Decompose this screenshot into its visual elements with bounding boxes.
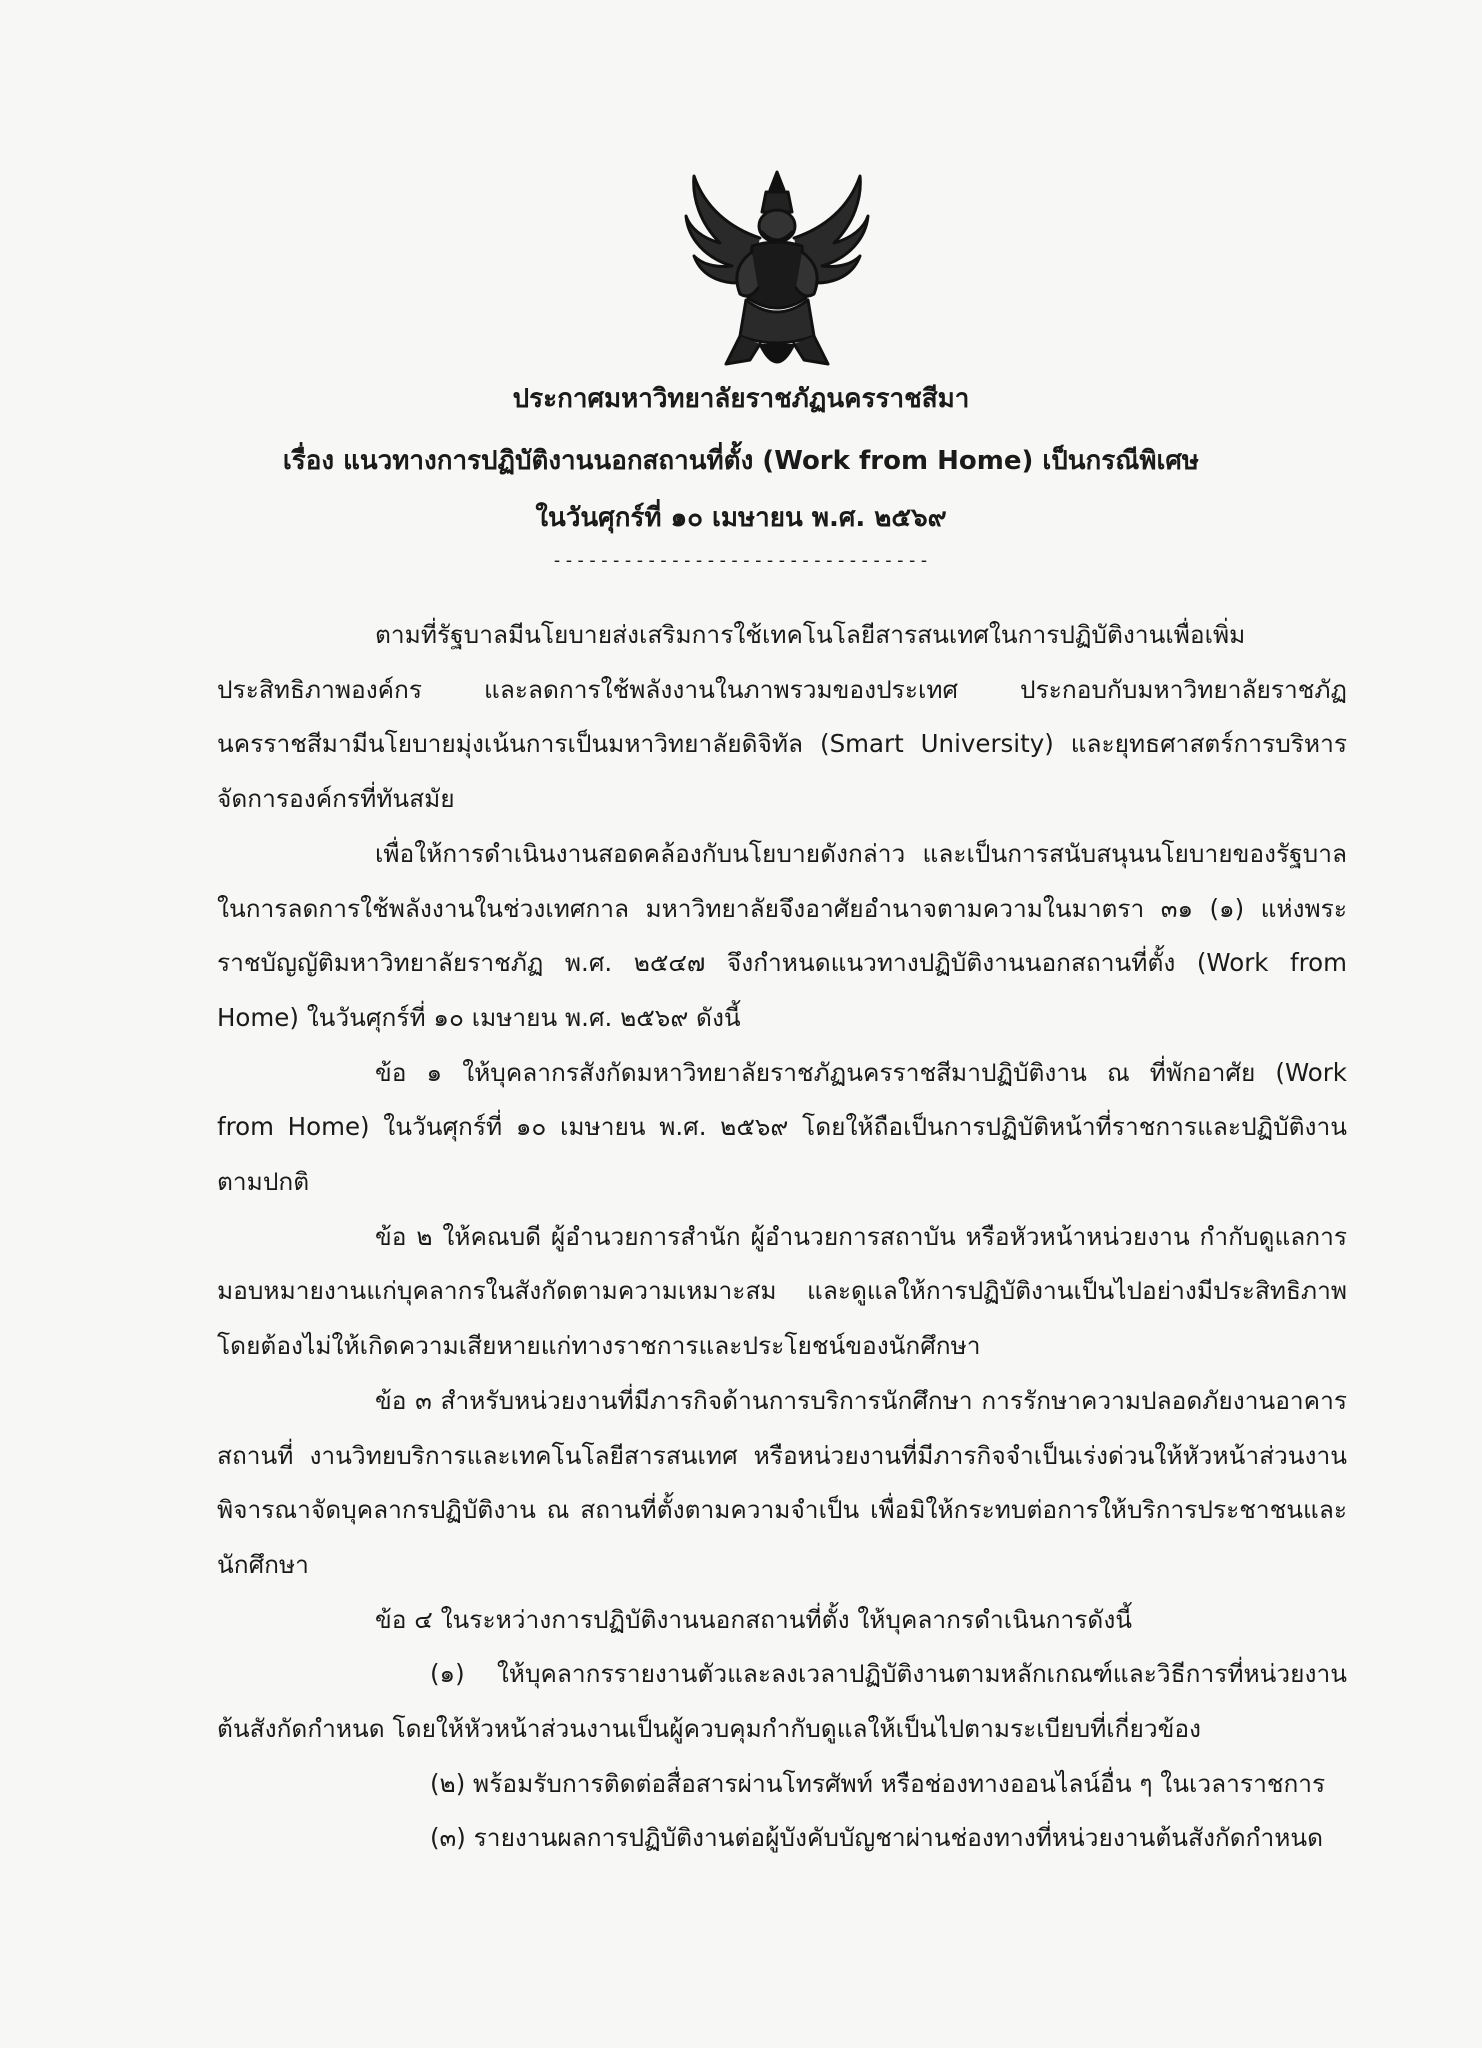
announcement-title: ประกาศมหาวิทยาลัยราชภัฏนครราชสีมา	[512, 384, 970, 414]
clause-4-item-3: (๓) รายงานผลการปฏิบัติงานต่อผู้บังคับบัญชาผ่านช่องทางที่หน่วยงานต้นสังกัดกำหนด	[430, 1823, 1324, 1853]
clause-4: ข้อ ๔ ในระหว่างการปฏิบัติงานนอกสถานที่ตั้ง ให้บุคลากรดำเนินการดังนี้	[375, 1604, 1133, 1634]
paragraph-authority: เพื่อให้การดำเนินงานสอดคล้องกับนโยบายดังกล่าว และเป็นการสนับสนุนนโยบายของรัฐบาลในการลดการใช้พลังงานในช่วงเทศกาล มหาวิทยาลัยจึงอาศัยอำนาจตามความในมาตรา ๓๑ (๑) แห่งพระราชบัญญัติมหาวิทยาลัยราชภัฏ พ.ศ. ๒๕๔๗ จึงกำหนดแนวทางปฏิบัติงานนอกสถานที่ตั้ง (Work from Home) ในวันศุกร์ที่ ๑๐ เมษายน พ.ศ. ๒๕๖๙ ดังนี้	[217, 838, 1347, 1032]
garuda-emblem-icon	[680, 168, 875, 380]
announcement-date: ในวันศุกร์ที่ ๑๐ เมษายน พ.ศ. ๒๕๖๙	[535, 503, 947, 533]
clause-3: ข้อ ๓ สำหรับหน่วยงานที่มีภารกิจด้านการบริการนักศึกษา การรักษาความปลอดภัยงานอาคารสถานที่ งานวิทยบริการและเทคโนโลยีสารสนเทศ หรือหน่วยงานที่มีภารกิจจำเป็นเร่งด่วนให้หัวหน้าส่วนงานพิจารณาจัดบุคลากรปฏิบัติงาน ณ สถานที่ตั้งตามความจำเป็น เพื่อมิให้กระทบต่อการให้บริการประชาชนและนักศึกษา	[217, 1385, 1347, 1579]
paragraph-background: ตามที่รัฐบาลมีนโยบายส่งเสริมการใช้เทคโนโลยีสารสนเทศในการปฏิบัติงานเพื่อเพิ่มประสิทธิภาพองค์กร และลดการใช้พลังงานในภาพรวมของประเทศ ประกอบกับมหาวิทยาลัยราชภัฏนครราชสีมามีนโยบายมุ่งเน้นการเป็นมหาวิทยาลัยดิจิทัล (Smart University) และยุทธศาสตร์การบริหารจัดการองค์กรที่ทันสมัย	[217, 620, 1347, 814]
document-body	[217, 608, 1347, 1866]
announcement-subject: เรื่อง แนวทางการปฏิบัติงานนอกสถานที่ตั้ง (Work from Home) เป็นกรณีพิเศษ	[282, 446, 1200, 476]
clause-4-item-1: (๑) ให้บุคลากรรายงานตัวและลงเวลาปฏิบัติงานตามหลักเกณฑ์และวิธีการที่หน่วยงานต้นสังกัดกำหนด โดยให้หัวหน้าส่วนงานเป็นผู้ควบคุมกำกับดูแลให้เป็นไปตามระเบียบที่เกี่ยวข้อง	[217, 1659, 1347, 1744]
clause-1: ข้อ ๑ ให้บุคลากรสังกัดมหาวิทยาลัยราชภัฏนครราชสีมาปฏิบัติงาน ณ ที่พักอาศัย (Work from Home) ในวันศุกร์ที่ ๑๐ เมษายน พ.ศ. ๒๕๖๙ โดยให้ถือเป็นการปฏิบัติหน้าที่ราชการและปฏิบัติงานตามปกติ	[217, 1057, 1347, 1197]
clause-2: ข้อ ๒ ให้คณบดี ผู้อำนวยการสำนัก ผู้อำนวยการสถาบัน หรือหัวหน้าหน่วยงาน กำกับดูแลการมอบหมายงานแก่บุคลากรในสังกัดตามความเหมาะสม และดูแลให้การปฏิบัติงานเป็นไปอย่างมีประสิทธิภาพ โดยต้องไม่ให้เกิดความเสียหายแก่ทางราชการและประโยชน์ของนักศึกษา	[217, 1221, 1347, 1361]
heading-divider: --------------------------------	[551, 550, 931, 571]
clause-4-item-2: (๒) พร้อมรับการติดต่อสื่อสารผ่านโทรศัพท์ หรือช่องทางออนไลน์อื่น ๆ ในเวลาราชการ	[430, 1768, 1326, 1798]
